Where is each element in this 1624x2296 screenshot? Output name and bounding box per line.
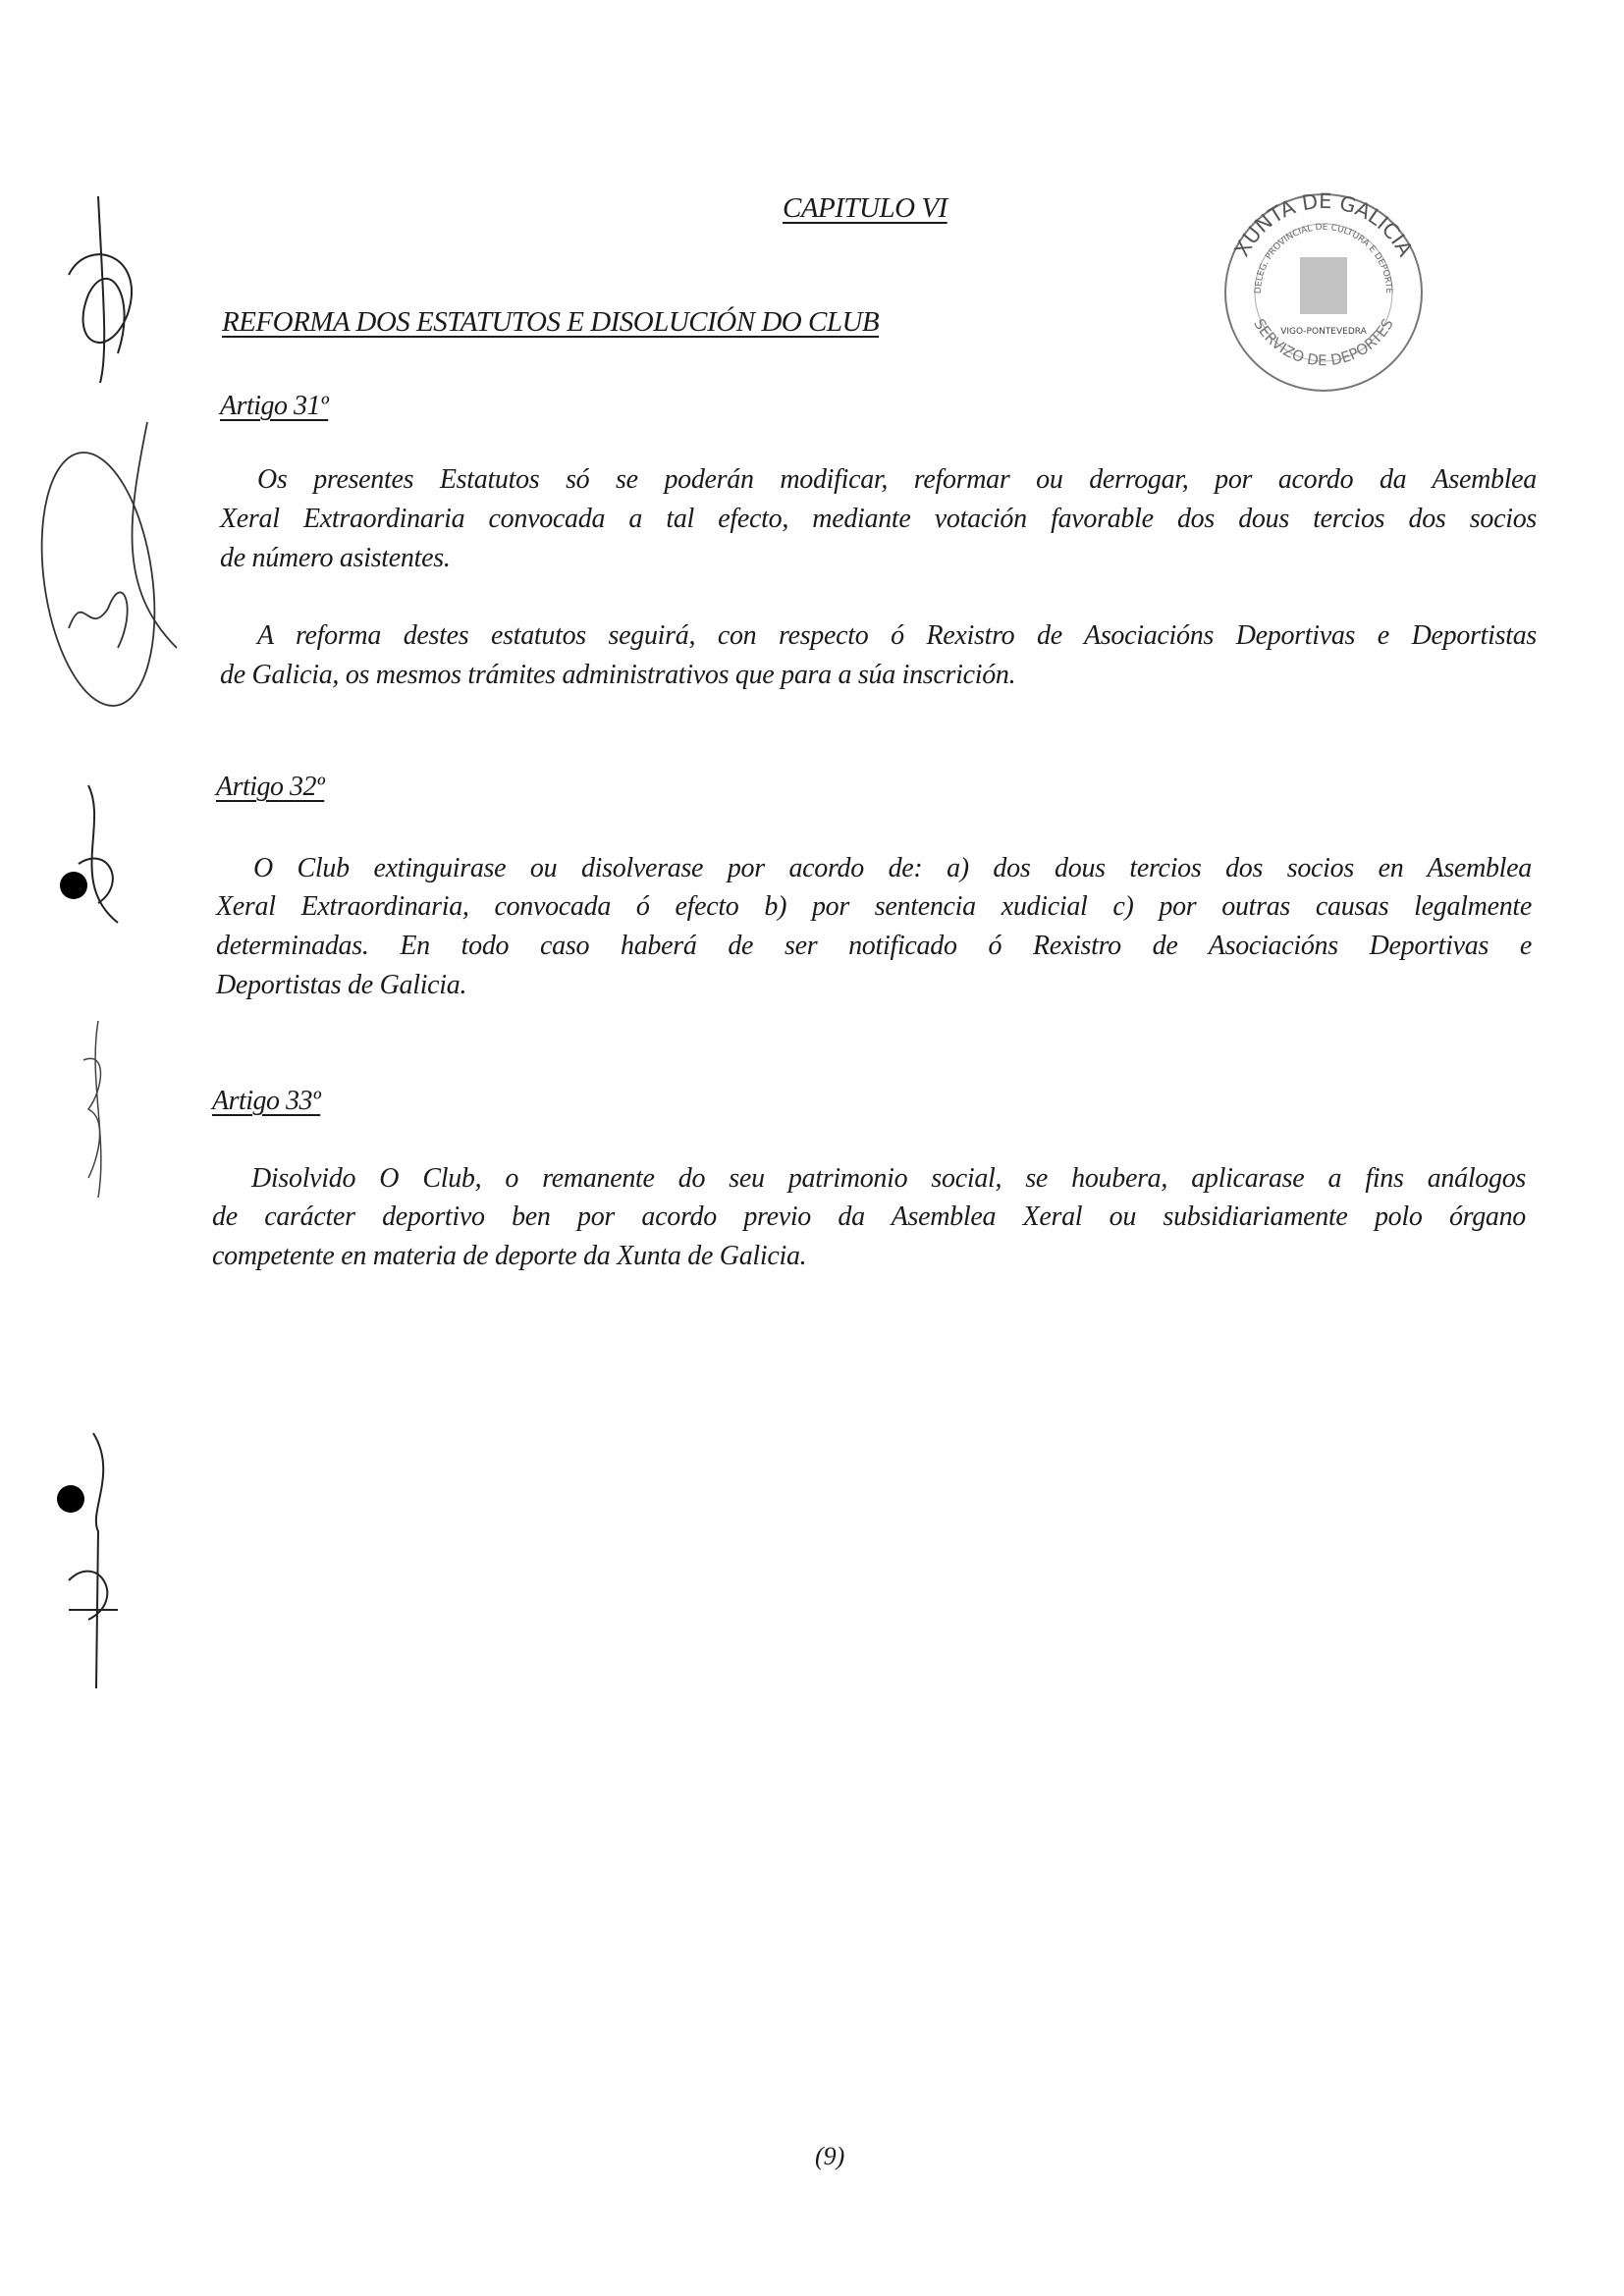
svg-text:SERVIZO DE DEPORTES [1250, 316, 1397, 370]
margin-signatures [29, 177, 187, 1698]
article-32-title: Artigo 32º [216, 772, 325, 802]
section-title: REFORMA DOS ESTATUTOS E DISOLUCIÓN DO CLUB [222, 306, 880, 338]
official-stamp [1218, 187, 1430, 399]
article-31-paragraph-2-line: A reforma destes estatutos seguirá, con respecto ó Rexistro de Asociacións Deportivas e Deportistas [257, 620, 1537, 651]
article-32-paragraph-line: O Club extinguirase ou disolverase por acordo de: a) dos dous tercios dos socios en Asemblea [253, 853, 1532, 883]
article-33-paragraph-line: competente en materia de deporte da Xunta de Galicia. [212, 1241, 807, 1271]
article-31-paragraph-1-line: Os presentes Estatutos só se poderán modificar, reformar ou derrogar, por acordo da Asemblea [257, 464, 1537, 495]
article-33-paragraph-line: de carácter deportivo ben por acordo previo da Asemblea Xeral ou subsidiariamente polo órgano [212, 1201, 1526, 1232]
article-33-title: Artigo 33º [212, 1086, 321, 1116]
signature-4 [83, 1021, 101, 1198]
article-31-paragraph-2-line: de Galicia, os mesmos trámites administrativos que para a súa inscrición. [220, 660, 1016, 690]
signature-3 [60, 785, 118, 923]
signature-1 [69, 196, 132, 383]
article-32-paragraph-line: determinadas. En todo caso haberá de ser notificado ó Rexistro de Asociacións Deportivas e [216, 931, 1532, 961]
stamp-bottom-text: SERVIZO DE DEPORTES [1250, 315, 1397, 370]
article-32-paragraph-line: Xeral Extraordinaria, convocada ó efecto b) por sentencia xudicial c) por outras causas legalmente [216, 891, 1532, 922]
page-number: (9) [815, 2142, 845, 2170]
article-31-title: Artigo 31º [220, 391, 329, 421]
article-31-paragraph-1-line: Xeral Extraordinaria convocada a tal efecto, mediante votación favorable dos dous tercios dos socios [220, 504, 1537, 534]
chapter-title: CAPITULO VI [783, 192, 947, 224]
article-33-paragraph-line: Disolvido O Club, o remanente do seu patrimonio social, se houbera, aplicarase a fins análogos [251, 1163, 1526, 1194]
coat-of-arms-icon [1300, 257, 1347, 314]
stamp-inner-text: DELEG. PROVINCIAL DE CULTURA E DEPORTE [1253, 222, 1394, 294]
article-31-paragraph-1-line: de número asistentes. [220, 543, 451, 573]
article-32-paragraph-line: Deportistas de Galicia. [216, 970, 467, 1000]
stamp-top-text: XUNTA DE GALICIA [1229, 188, 1418, 261]
signature-2 [29, 422, 177, 713]
signature-5 [57, 1433, 118, 1688]
stamp-city: VIGO-PONTEVEDRA [1280, 327, 1367, 337]
